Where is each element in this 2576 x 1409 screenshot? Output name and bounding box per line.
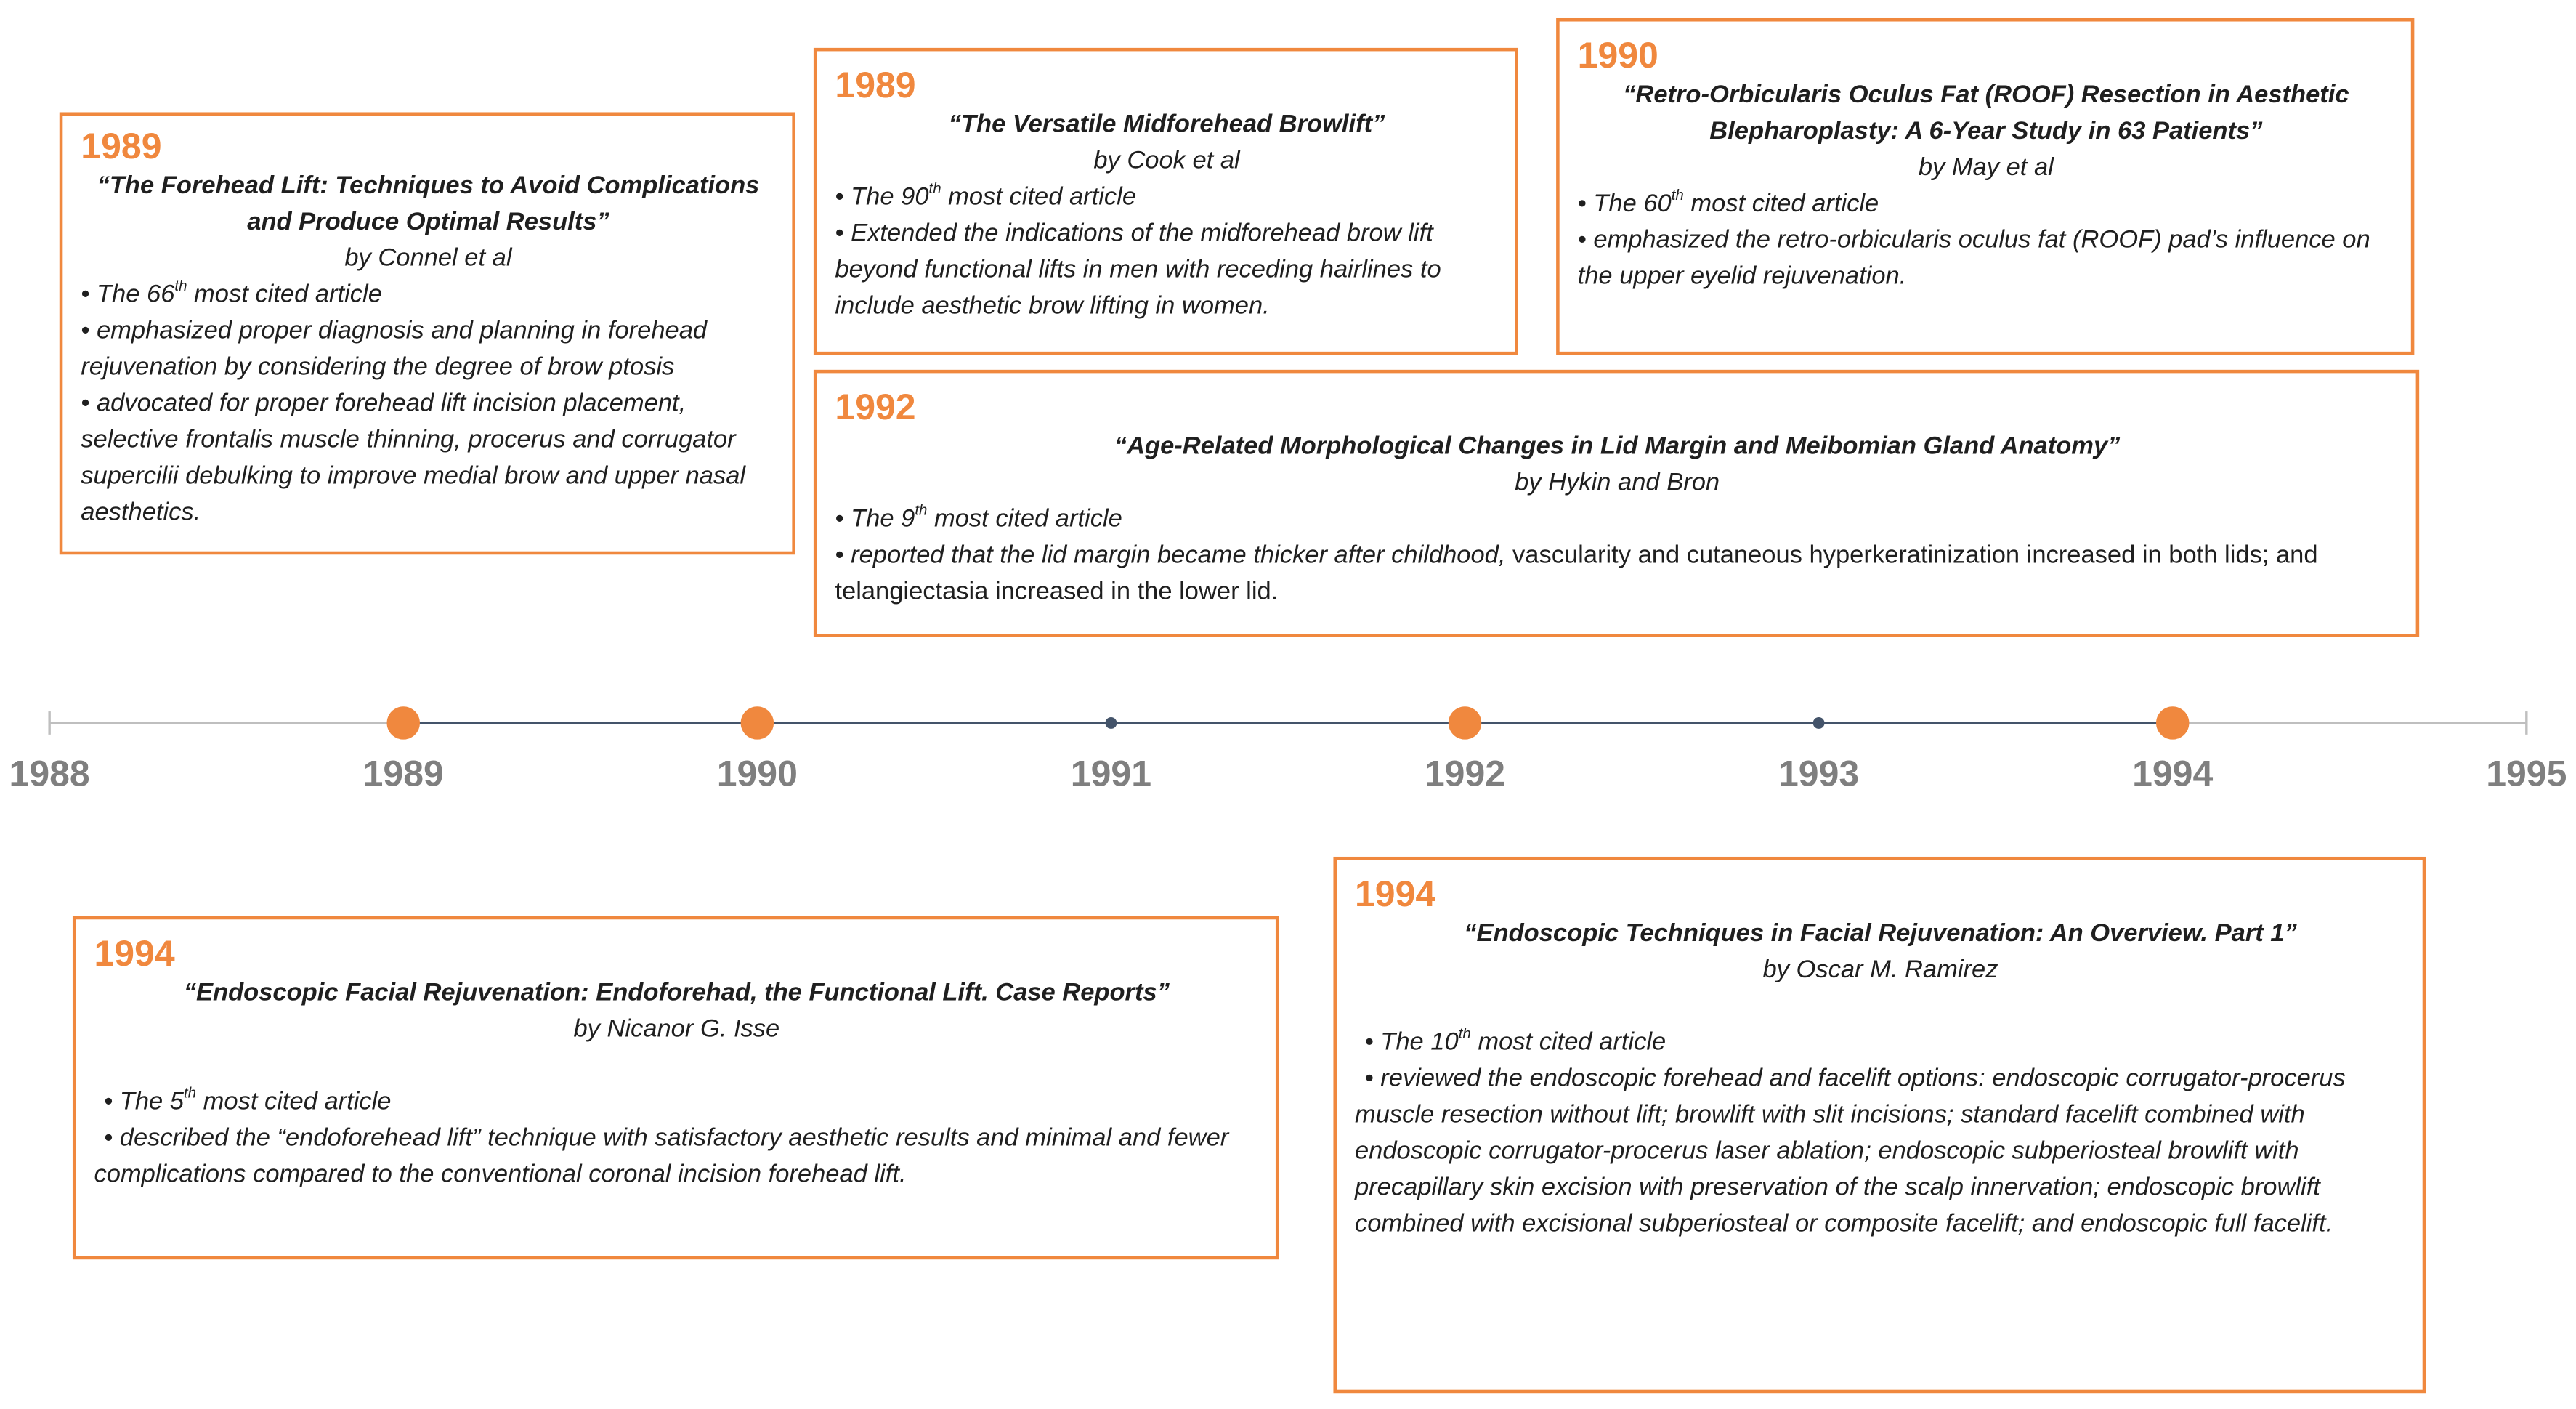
card-rank [835,180,1498,217]
tick-label-1990: 1990 [716,752,798,794]
tick-label-1991: 1991 [1070,752,1152,794]
card-bullet: • Extended the indications of the midforehead brow lift beyond functional lifts in men with receding hairlines to include aesthetic brow lifting in women. [835,219,1441,320]
card-year: 1989 [81,125,162,167]
card-1994-isse [73,916,1279,1259]
card-1989-connel [60,112,795,554]
card-title: “The Forehead Lift: Techniques to Avoid Complications and Produce Optimal Results” [97,171,760,236]
card-bullet: • emphasized the retro-orbicularis oculus fat (ROOF) pad’s influence on the upper eyelid rejuvenation. [1577,226,2370,291]
rank-suffix: most cited article [187,280,382,309]
card-1992-hykin-bron [814,370,2419,637]
card-1994-ramirez [1333,857,2426,1393]
bullet-italic-part: • reported that the lid margin became thicker after childhood, [835,541,1506,570]
rank-suffix: most cited article [941,183,1137,211]
bullet-plain-part: vascularity and cutaneous hyperkeratinization increased in both lids; and telangiectasia increased in the lower lid. [835,541,2318,606]
card-author: by Oscar M. Ramirez [1762,956,1998,984]
tick-label-1988: 1988 [9,752,90,794]
card-title: “Retro-Orbicularis Oculus Fat (ROOF) Resection in Aesthetic Blepharoplasty: A 6-Year Study in 63 Patients” [1623,81,2349,145]
rank-prefix: • The 9 [835,505,915,533]
rank-superscript: th [928,179,941,197]
tick-label-1989: 1989 [362,752,444,794]
rank-superscript: th [1458,1025,1471,1042]
tick-label-1992: 1992 [1424,752,1506,794]
rank-prefix: • The 66 [81,280,175,309]
card-title: “Age-Related Morphological Changes in Lid Margin and Meibomian Gland Anatomy” [1114,432,2121,461]
rank-superscript: th [1671,186,1684,203]
year-marker-1989 [387,706,420,739]
rank-suffix: most cited article [927,505,1122,533]
year-dot-1991 [1105,717,1117,729]
rank-prefix: • The 10 [1364,1028,1459,1057]
card-year: 1989 [835,64,916,106]
card-year: 1994 [94,932,175,974]
card-year: 1994 [1354,873,1436,915]
card-title: “Endoscopic Techniques in Facial Rejuvenation: An Overview. Part 1” [1464,919,2297,948]
card-bullet [835,538,2399,611]
rank-suffix: most cited article [1470,1028,1666,1057]
rank-superscript: th [915,501,928,519]
tick-label-1995: 1995 [2486,752,2567,794]
card-rank [81,278,775,314]
rank-superscript: th [183,1084,197,1102]
card-author: by May et al [1918,153,2054,182]
card-author: by Connel et al [344,244,512,272]
rank-prefix: • The 5 [104,1087,184,1116]
card-bullet: • described the “endoforehead lift” technique with satisfactory aesthetic results and minimal and fewer complications compared to the conventional coronal incision forehead lift. [94,1123,1229,1189]
card-bullet: • reviewed the endoscopic forehead and facelift options: endoscopic corrugator-procerus muscle resection without lift; browlift with slit incisions; standard facelift combined with endoscopic corrugator-procerus laser ablation; endoscopic subperiosteal browlift with precapillary skin excision with preservation of the scalp innervation; endoscopic browlift combined with excisional subperiosteal or composite facelift; and endoscopic full facelift. [1354,1065,2346,1238]
card-year: 1992 [835,386,916,428]
card-title: “The Versatile Midforehead Browlift” [948,110,1385,139]
card-year: 1990 [1577,34,1658,76]
year-marker-1990 [741,706,774,739]
card-author: by Hykin and Bron [1515,469,1720,497]
year-marker-1994 [2156,706,2189,739]
card-title: “Endoscopic Facial Rejuvenation: Endoforehad, the Functional Lift. Case Reports” [183,979,1170,1007]
card-bullet: • emphasized proper diagnosis and planning in forehead rejuvenation by considering the degree of brow ptosis [81,317,708,381]
rank-prefix: • The 90 [835,183,929,211]
rank-superscript: th [174,277,187,294]
tick-label-1994: 1994 [2132,752,2214,794]
rank-suffix: most cited article [196,1087,392,1116]
rank-suffix: most cited article [1683,190,1879,218]
card-rank [835,502,2399,538]
card-author: by Cook et al [1093,147,1240,175]
card-rank [1578,187,2394,223]
year-marker-1992 [1449,706,1481,739]
card-author: by Nicanor G. Isse [573,1015,780,1043]
card-rank [94,1084,1259,1121]
year-dot-1993 [1813,717,1825,729]
card-1990-may [1556,18,2414,355]
tick-label-1993: 1993 [1778,752,1860,794]
rank-prefix: • The 60 [1577,190,1672,218]
card-rank [1355,1025,2406,1062]
card-bullet: • advocated for proper forehead lift incision placement, selective frontalis muscle thinning, procerus and corrugator supercilii debulking to improve medial brow and upper nasal aesthetics. [81,389,746,527]
card-1989-cook [814,48,1518,355]
